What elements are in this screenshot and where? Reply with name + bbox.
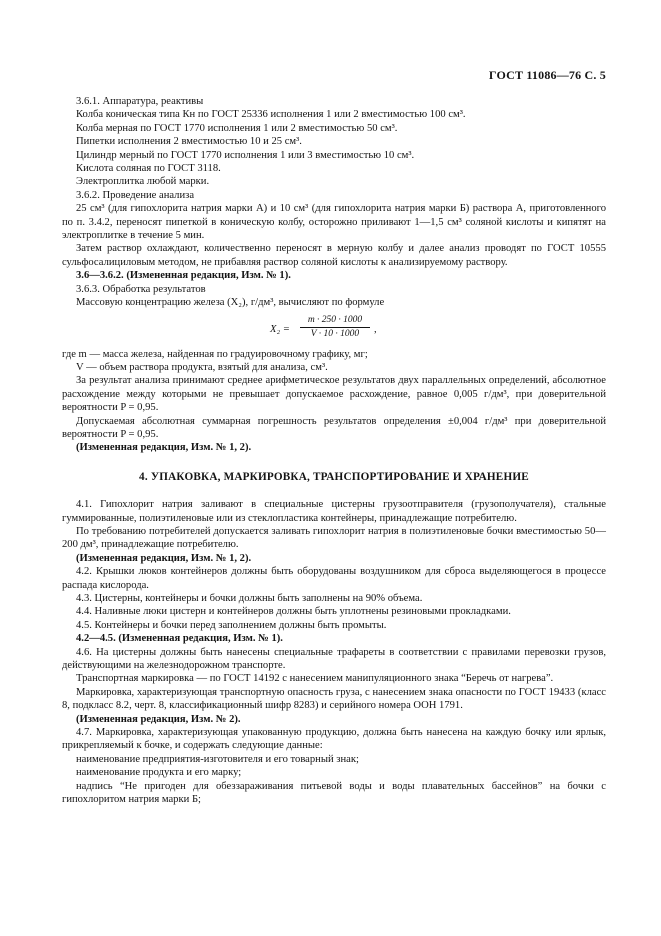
paragraph: Допускаемая абсолютная суммарная погрешность результатов определения ±0,004 г/дм³ при доверительной вероятности P = 0,95.	[62, 415, 606, 440]
section-4	[62, 498, 606, 806]
paragraph: наименование продукта и его марку;	[76, 767, 242, 779]
paragraph: 3.6.2. Проведение анализа	[76, 189, 195, 201]
paragraph: По требованию потребителей допускается заливать гипохлорит натрия в полиэтиленовые бочки вместимостью 50—200 дм³, принадлежащие потребителю.	[62, 525, 606, 551]
paragraph: (Измененная редакция, Изм. № 1, 2).	[76, 442, 252, 454]
formula-fraction	[300, 314, 370, 340]
section-3-6-3-notes	[62, 348, 606, 455]
paragraph: 4.4. Наливные люки цистерн и контейнеров должны быть уплотнены резиновыми прокладками.	[76, 606, 511, 618]
paragraph: (Измененная редакция, Изм. № 1, 2).	[76, 552, 252, 564]
formula-denominator: V · 10 · 1000	[310, 328, 360, 339]
paragraph: 3.6.1. Аппаратура, реактивы	[76, 96, 204, 107]
paragraph: V — объем раствора продукта, взятый для анализа, см³.	[76, 361, 328, 373]
paragraph: 4.2—4.5. (Измененная редакция, Изм. № 1).	[76, 633, 283, 645]
paragraph: где m — масса железа, найденная по градуировочному графику, мг;	[62, 348, 368, 360]
paragraph: Электроплитка любой марки.	[76, 176, 210, 188]
formula-tail: ,	[374, 323, 377, 335]
paragraph: 3.6.3. Обработка результатов	[76, 283, 206, 295]
paragraph: (Измененная редакция, Изм. № 2).	[76, 713, 241, 725]
paragraph: Колба коническая типа Кн по ГОСТ 25336 исполнения 1 или 2 вместимостью 100 см³.	[76, 109, 466, 121]
paragraph: 4.1. Гипохлорит натрия заливают в специальные цистерны грузоотправителя (грузополучателя), стальные гуммированные, полиэтиленовые или из стеклопластика контейнеры, принадлежащие потребителю.	[62, 499, 606, 524]
paragraph: Транспортная маркировка — по ГОСТ 14192 с нанесением манипуляционного знака “Беречь от нагрева”.	[76, 673, 554, 685]
paragraph: Пипетки исполнения 2 вместимостью 10 и 25 см³.	[76, 136, 302, 148]
paragraph: 25 см³ (для гипохлорита натрия марки А) и 10 см³ (для гипохлорита натрия марки Б) раствора А, приготовленного по п. 3.4.2, переносят пипеткой в коническую колбу, осторожно приливают 1—1,5 см³ соляной кислоты и кипятят на электроплитке в течение 5 мин.	[62, 203, 606, 242]
paragraph: 4.7. Маркировка, характеризующая упакованную продукцию, должна быть нанесена на каждую бочку или ярлык, прикрепляемый к бочке, и содержать следующие данные:	[62, 727, 606, 752]
paragraph: 4.5. Контейнеры и бочки перед заполнением должны быть промыты.	[76, 619, 387, 631]
formula-x2	[62, 314, 606, 344]
section-3-6	[62, 95, 606, 310]
formula-numerator: m · 250 · 1000	[300, 314, 370, 328]
paragraph: 4.2. Крышки люков контейнеров должны быть оборудованы воздушником для сброса выделяющегося в процессе распада кислорода.	[62, 566, 606, 591]
paragraph: 4.3. Цистерны, контейнеры и бочки должны быть заполнены на 90% объема.	[76, 593, 423, 604]
paragraph: надпись “Не пригоден для обеззараживания питьевой воды и воды плавательных бассейнов” на бочки с гипохлоритом натрия марки Б;	[62, 780, 606, 806]
paragraph: наименование предприятия-изготовителя и его товарный знак;	[76, 753, 359, 765]
paragraph: 4.6. На цистерны должны быть нанесены специальные трафареты в соответствии с правилами перевозки грузов, действующими на железнодорожном транспорте.	[62, 646, 606, 672]
paragraph: Затем раствор охлаждают, количественно переносят в мерную колбу и далее анализ проводят по ГОСТ 10555 сульфосалициловым методом, не прибавляя раствор соляной кислоты к анализируемому раствору.	[62, 243, 606, 268]
document-body	[62, 95, 606, 807]
paragraph: За результат анализа принимают среднее арифметическое результатов двух параллельных определений, абсолютное расхождение между которыми не превышает допускаемое расхождение, равное 0,005 г/дм³, при доверительной вероятности P = 0,95.	[62, 375, 606, 414]
paragraph: 3.6—3.6.2. (Измененная редакция, Изм. № 1).	[76, 270, 291, 282]
page-header: ГОСТ 11086—76 С. 5	[488, 68, 606, 82]
paragraph: Маркировка, характеризующая транспортную опасность груза, с нанесением знака опасности по ГОСТ 19433 (класс 8, подкласс 8.2, черт. 8, классификационный шифр 8283) и серийного номера ООН 1791.	[62, 686, 606, 712]
formula-lhs: X₂ =	[270, 323, 290, 335]
paragraph: Кислота соляная по ГОСТ 3118.	[76, 163, 221, 175]
section-4-title: 4. УПАКОВКА, МАРКИРОВКА, ТРАНСПОРТИРОВАНИЕ И ХРАНЕНИЕ	[139, 470, 529, 483]
paragraph: Колба мерная по ГОСТ 1770 исполнения 1 или 2 вместимостью 50 см³.	[76, 122, 398, 134]
paragraph: Массовую концентрацию железа (X₂), г/дм³, вычисляют по формуле	[76, 297, 385, 309]
paragraph: Цилиндр мерный по ГОСТ 1770 исполнения 1 или 3 вместимостью 10 см³.	[76, 149, 415, 161]
